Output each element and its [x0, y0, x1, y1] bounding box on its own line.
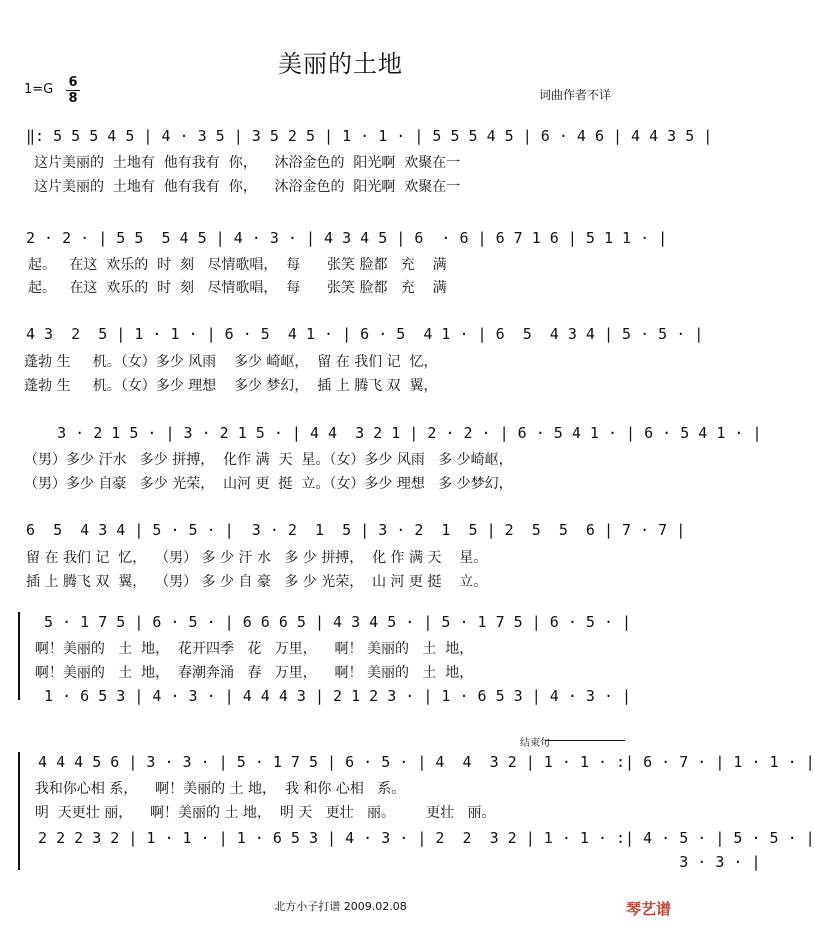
- notation-row-5: 6 5 4 3 4 | 5 · 5 · | 3 · 2 1 5 | 3 · 2 1 5 | 2 5 5 6 | 7 · 7 |: [26, 521, 686, 539]
- notation-row-3: 4 3 2 5 | 1 · 1 · | 6 · 5 4 1 · | 6 · 5 4 1 · | 6 5 4 3 4 | 5 · 5 · |: [26, 325, 704, 343]
- notation-row-1: ‖: 5 5 5 4 5 | 4 · 3 5 | 3 5 2 5 | 1 · 1 · | 5 5 5 4 5 | 6 · 4 6 | 4 4 3 5 |: [26, 127, 713, 145]
- ending-label: 结束句: [520, 738, 550, 749]
- notation-row-2: 2 · 2 · | 5 5 5 4 5 | 4 · 3 · | 4 3 4 5 | 6 · 6 | 6 7 1 6 | 5 1 1 · |: [26, 229, 668, 247]
- lyric-row-4b: （男）多少 自豪 多少 光荣， 山河 更 挺 立。（女）多少 理想 多 少梦幻，: [24, 476, 513, 492]
- time-signature: [66, 76, 80, 105]
- song-title: 美丽的土地: [278, 50, 403, 78]
- lyric-row-4a: （男）多少 汗水 多少 拼搏， 化作 满 天 星。（女）多少 风雨 多 少崎岖，: [24, 452, 513, 468]
- lyric-row-6b: 啊！美丽的 土 地， 春潮奔涌 春 万里， 啊！ 美丽的 土 地，: [26, 665, 474, 681]
- meter-top: 6: [68, 75, 78, 90]
- lyric-row-3b: 蓬勃 生 机。（女）多少 理想 多少 梦幻， 插 上 腾飞 双 翼，: [24, 378, 438, 394]
- notation-row-7: 4 4 4 5 6 | 3 · 3 · | 5 · 1 7 5 | 6 · 5 · | 4 4 3 2 | 1 · 1 · :| 6 · 7 · | 1 · 1 · |: [20, 753, 815, 771]
- notation-row-4: 3 · 2 1 5 · | 3 · 2 1 5 · | 4 4 3 2 1 | 2 · 2 · | 6 · 5 4 1 · | 6 · 5 4 1 · |: [30, 424, 762, 442]
- lyric-row-7a: 我和你心相 系， 啊！美丽的 土 地， 我 和你 心相 系。: [26, 781, 406, 797]
- credit-text: 词曲作者不详: [538, 88, 611, 102]
- lyric-row-6a: 啊！美丽的 土 地， 花开四季 花 万里， 啊！ 美丽的 土 地，: [26, 641, 474, 657]
- lyric-row-5b: 插 上 腾飞 双 翼， （男） 多 少 自 豪 多 少 光荣， 山 河 更 挺 立。: [26, 574, 488, 590]
- site-logo: 琴艺谱: [625, 900, 671, 918]
- lyric-row-3a: 蓬勃 生 机。（女）多少 风雨 多少 崎岖， 留 在 我们 记 忆，: [24, 354, 438, 370]
- footer-credit: 北方小子打谱 2009.02.08: [274, 900, 407, 913]
- lyric-row-1a: 这片美丽的 土地有 他有我有 你， 沐浴金色的 阳光啊 欢聚在一: [34, 155, 461, 171]
- harmony-row-7b: 3 · 3 · |: [20, 853, 761, 871]
- lyric-row-2b: 起。 在这 欢乐的 时 刻 尽情歌唱， 每 张笑 脸都 充 满: [28, 280, 447, 296]
- lyric-row-2a: 起。 在这 欢乐的 时 刻 尽情歌唱， 每 张笑 脸都 充 满: [28, 257, 447, 273]
- lyric-row-5a: 留 在 我们 记 忆， （男） 多 少 汗 水 多 少 拼搏， 化 作 满 天 星。: [26, 550, 488, 566]
- harmony-row-7: 2 2 2 3 2 | 1 · 1 · | 1 · 6 5 3 | 4 · 3 · | 2 2 3 2 | 1 · 1 · :| 4 · 5 · | 5 · 5 · |: [20, 829, 815, 847]
- key-signature: 1=G: [24, 82, 54, 97]
- notation-row-6: 5 · 1 7 5 | 6 · 5 · | 6 6 6 5 | 4 3 4 5 · | 5 · 1 7 5 | 6 · 5 · |: [26, 613, 632, 631]
- lyric-row-1b: 这片美丽的 土地有 他有我有 你， 沐浴金色的 阳光啊 欢聚在一: [34, 179, 461, 195]
- meter-bottom: 8: [68, 91, 78, 106]
- harmony-row-6: 1 · 6 5 3 | 4 · 3 · | 4 4 4 3 | 2 1 2 3 · | 1 · 6 5 3 | 4 · 3 · |: [26, 687, 632, 705]
- ending-bracket: [545, 740, 625, 741]
- lyric-row-7b: 明 天更壮 丽， 啊！美丽的 土 地， 明 天 更壮 丽。 更壮 丽。: [26, 805, 496, 821]
